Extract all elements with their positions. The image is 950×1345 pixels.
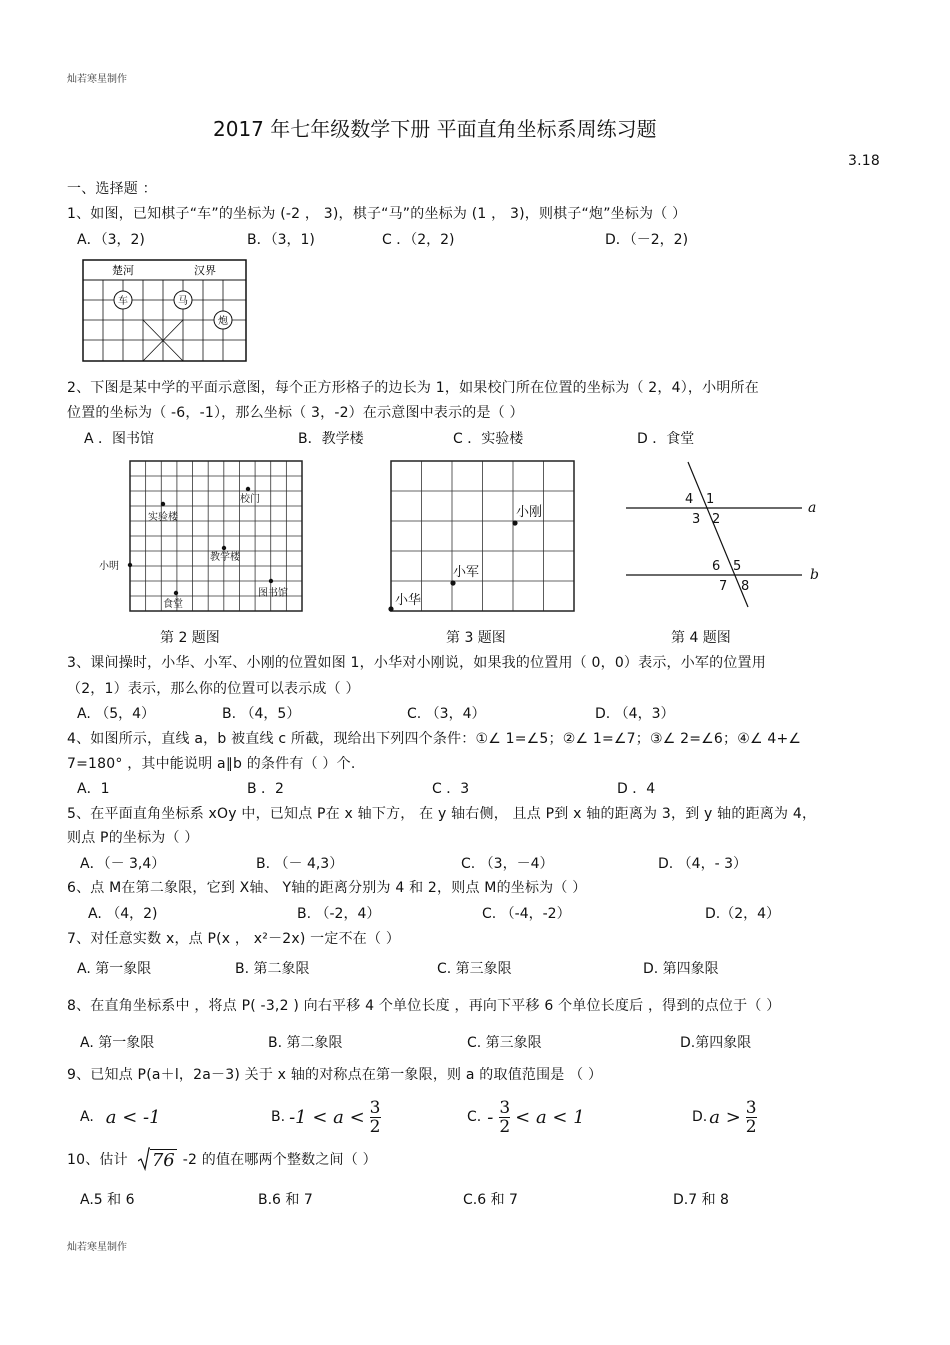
angle-label-8: 8 [741,579,750,594]
q9-option-c-minus: - [487,1106,494,1128]
page-title: 2017 年七年级数学下册 平面直角坐标系周练习题 [213,117,657,141]
question-9-text: 9、已知点 P(a＋l，2a－3) 关于 x 轴的对称点在第一象限，则 a 的取值范围是 （ ） [67,1067,603,1083]
piece-pao-label: 炮 [218,316,228,327]
sqrt-symbol-icon [138,1147,150,1171]
q8-option-d: D.第四象限 [680,1035,752,1051]
fraction-numerator: 3 [745,1097,757,1118]
section-heading: 一、选择题 ： [67,181,157,197]
question-1-text: 1、如图，已知棋子“车”的坐标为 (-2 ， 3)，棋子“马”的坐标为 (1 ， 3)，则棋子“炮”坐标为（ ） [67,206,687,222]
q10-option-c: C.6 和 7 [463,1192,518,1208]
q5-option-b: B. （－ 4,3） [256,856,344,872]
q9-option-d-expr: a > [709,1106,741,1128]
fraction-denominator: 2 [369,1116,381,1137]
question-3-line-1: 3、课间操时，小华、小军、小刚的位置如图 1，小华对小刚说，如果我的位置用（ 0，0）表示，小军的位置用 [67,655,766,671]
fraction-denominator: 2 [499,1116,511,1137]
question-2-line-1: 2、下图是某中学的平面示意图，每个正方形格子的边长为 1，如果校门所在位置的坐标为（ 2，4），小明所在 [67,380,759,396]
fig2-label-library: 图书馆 [258,588,288,599]
line-label-a: a [808,500,817,516]
river-label-right: 汉界 [194,264,216,277]
fig3-caption: 第 3 题图 [446,630,506,646]
piece-che [114,291,132,309]
q10-suffix: -2 的值在哪两个整数之间（ ） [182,1152,377,1168]
q9-option-b-fraction [370,1099,381,1136]
piece-pao [214,311,232,329]
angle-label-7: 7 [719,579,728,594]
q9-option-a-expr: a < -1 [105,1106,161,1128]
q1-option-b: B．（3，1) [247,232,315,248]
sqrt-radicand: 76 [151,1150,175,1171]
q6-option-a: A. （4，2) [88,906,158,922]
q5-option-d: D. （4，- 3） [658,856,747,872]
question-5-line-1: 5、在平面直角坐标系 xOy 中，已知点 P在 x 轴下方， 在 y 轴右侧， 且点 P到 x 轴的距离为 3，到 y 轴的距离为 4， [67,806,817,822]
q2-option-b: B．教学楼 [298,431,364,447]
q9-option-c-fraction [499,1099,510,1136]
q10-option-a: A.5 和 6 [80,1192,135,1208]
fraction-numerator: 3 [499,1097,511,1118]
q9-option-c-expr: < a < 1 [515,1106,585,1128]
q6-option-b: B. （-2，4） [297,906,381,922]
q9-option-b [271,1089,381,1145]
chess-board-figure [82,259,250,363]
question-2-line-2: 位置的坐标为（ -6，-1），那么坐标（ 3，-2）在示意图中表示的是（ ） [67,405,524,421]
river-label-left: 楚河 [112,264,134,277]
question-10-text [67,1145,377,1173]
q4-option-a: A．1 [77,781,110,797]
q7-option-d: D. 第四象限 [643,961,719,977]
piece-che-label: 车 [118,296,128,307]
piece-ma [174,291,192,309]
q4-option-b: B ．2 [247,781,284,797]
q9-option-b-expr: -1 < a < [289,1106,365,1128]
fig2-label-xiaoming: 小明 [99,561,119,572]
fraction-numerator: 3 [369,1097,381,1118]
q8-option-c: C. 第三象限 [467,1035,542,1051]
q8-option-a: A. 第一象限 [80,1035,155,1051]
question-4-line-2: 7=180° ，其中能说明 a∥b 的条件有（ ）个. [67,756,356,772]
q1-option-c: C ．（2，2) [382,232,455,248]
school-map-figure [96,456,308,616]
fig2-label-lab: 实验楼 [148,512,178,523]
fig2-label-canteen: 食堂 [163,599,183,610]
question-3-line-2: （2，1）表示，那么你的位置可以表示成（ ） [67,681,360,697]
fig3-label-xiaogang: 小刚 [516,505,543,520]
q4-option-d: D ．4 [617,781,656,797]
fig3-label-xiaohua: 小华 [395,593,422,608]
q9-option-c-label: C. [467,1109,482,1125]
q9-option-d [692,1089,757,1145]
q10-option-d: D.7 和 8 [673,1192,729,1208]
angle-label-1: 1 [706,492,715,507]
q6-option-d: D.（2，4） [705,906,781,922]
q1-option-d: D．（－2，2) [605,232,689,248]
q4-option-c: C ．3 [432,781,470,797]
line-label-b: b [810,567,819,583]
date-label: 3.18 [848,153,880,169]
question-4-line-1: 4、如图所示，直线 a，b 被直线 c 所截，现给出下列四个条件：①∠ 1=∠5；②∠ 1=∠7；③∠ 2=∠6；④∠ 4+∠ [67,731,802,747]
q9-option-b-label: B. [271,1109,286,1125]
fig2-caption: 第 2 题图 [160,630,220,646]
q7-option-c: C. 第三象限 [437,961,512,977]
q5-option-c: C. （3，－4） [461,856,554,872]
q1-option-a: A．（3，2) [77,232,145,248]
fig2-label-teaching: 教学楼 [210,552,240,563]
q9-option-c [467,1089,585,1145]
footer-note: 灿若寒星制作 [67,1242,127,1253]
q9-option-a-label: A. [80,1109,94,1125]
q2-option-c: C ．实验楼 [453,431,524,447]
q5-option-a: A．（－ 3,4） [80,856,166,872]
fig4-caption: 第 4 题图 [671,630,731,646]
q3-option-c: C. （3，4） [407,706,486,722]
q6-option-c: C. （-4，-2） [482,906,571,922]
fraction-denominator: 2 [745,1116,757,1137]
question-5-line-2: 则点 P的坐标为（ ） [67,830,199,846]
student-position-figure [383,456,579,616]
q2-option-a: A ．图书馆 [84,431,155,447]
q7-option-b: B. 第二象限 [235,961,310,977]
q3-option-d: D. （4，3） [595,706,675,722]
q9-option-d-fraction [746,1099,757,1136]
angle-label-6: 6 [712,559,721,574]
parallel-lines-figure [620,456,830,616]
q3-option-b: B. （4，5） [222,706,301,722]
fig3-label-xiaojun: 小军 [453,565,480,580]
sqrt-expression [138,1147,177,1171]
q3-option-a: A. （5，4） [77,706,156,722]
piece-ma-label: 马 [178,296,188,307]
fig2-label-gate: 校门 [240,494,260,505]
q9-option-d-label: D. [692,1109,708,1125]
angle-label-5: 5 [733,559,742,574]
q10-prefix: 10、估计 [67,1152,128,1168]
angle-label-2: 2 [712,512,721,527]
angle-label-3: 3 [692,512,701,527]
q10-option-b: B.6 和 7 [258,1192,313,1208]
question-6-text: 6、点 M在第二象限，它到 X轴、 Y轴的距离分别为 4 和 2，则点 M的坐标为（ ） [67,880,587,896]
question-8-text: 8、在直角坐标系中 ，将点 P( -3,2 ) 向右平移 4 个单位长度 ，再向下平移 6 个单位长度后 ，得到的点位于（ ） [67,998,781,1014]
q7-option-a: A. 第一象限 [77,961,152,977]
angle-label-4: 4 [685,492,694,507]
question-7-text: 7、对任意实数 x，点 P(x ， x²－2x) 一定不在（ ） [67,931,401,947]
q8-option-b: B. 第二象限 [268,1035,343,1051]
q9-option-a [80,1097,161,1137]
header-note: 灿若寒星制作 [67,74,127,85]
q2-option-d: D ．食堂 [637,431,695,447]
